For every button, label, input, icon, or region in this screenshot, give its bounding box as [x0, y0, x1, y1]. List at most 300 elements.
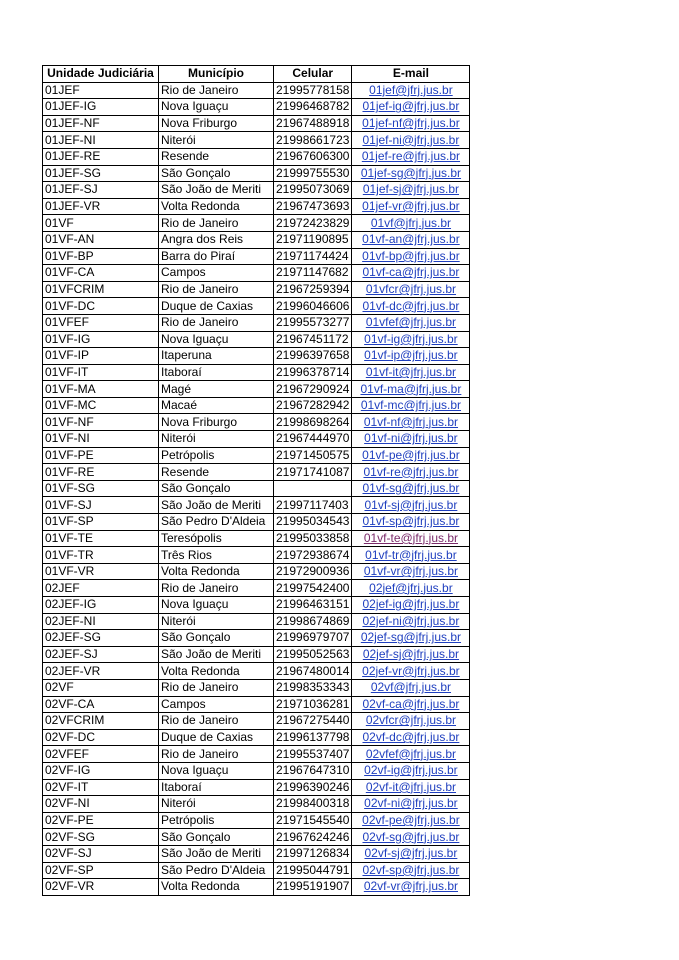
cell-celular: 21967480014	[274, 663, 352, 680]
cell-unidade: 01JEF-RE	[43, 148, 159, 165]
cell-municipio: Duque de Caxias	[159, 729, 274, 746]
email-link[interactable]: 01vf-vr@jfrj.jus.br	[363, 564, 459, 579]
table-row	[43, 464, 470, 481]
cell-celular: 21967444970	[274, 431, 352, 448]
cell-municipio: Rio de Janeiro	[159, 580, 274, 597]
cell-municipio: Itaperuna	[159, 348, 274, 365]
email-link[interactable]: 02jef-sg@jfrj.jus.br	[360, 630, 462, 645]
cell-municipio: Nova Iguaçu	[159, 331, 274, 348]
table-row	[43, 265, 470, 282]
email-link[interactable]: 02jef-sj@jfrj.jus.br	[362, 647, 460, 662]
cell-email	[352, 397, 470, 414]
email-link[interactable]: 02vf-it@jfrj.jus.br	[365, 779, 457, 794]
table-row	[43, 480, 470, 497]
cell-email	[352, 862, 470, 879]
table-row	[43, 115, 470, 132]
cell-celular: 21967488918	[274, 115, 352, 132]
email-link[interactable]: 02vf-ni@jfrj.jus.br	[364, 796, 458, 811]
cell-unidade: 02VF-IT	[43, 779, 159, 796]
cell-email	[352, 198, 470, 215]
cell-unidade: 01VF-SP	[43, 514, 159, 531]
cell-email	[352, 646, 470, 663]
cell-municipio: Resende	[159, 464, 274, 481]
cell-email	[352, 431, 470, 448]
email-link[interactable]: 01jef-ig@jfrj.jus.br	[362, 99, 460, 114]
cell-unidade: 01JEF-IG	[43, 99, 159, 116]
cell-email	[352, 314, 470, 331]
email-link[interactable]: 02vf-ig@jfrj.jus.br	[364, 763, 458, 778]
cell-unidade: 02JEF	[43, 580, 159, 597]
cell-email	[352, 796, 470, 813]
cell-municipio: Rio de Janeiro	[159, 679, 274, 696]
cell-municipio: Nova Iguaçu	[159, 597, 274, 614]
cell-municipio: Nova Iguaçu	[159, 762, 274, 779]
cell-municipio: Campos	[159, 696, 274, 713]
cell-email	[352, 99, 470, 116]
table-row	[43, 630, 470, 647]
table-row	[43, 215, 470, 232]
cell-email	[352, 597, 470, 614]
cell-unidade: 01VF-AN	[43, 231, 159, 248]
cell-celular: 21995044791	[274, 862, 352, 879]
cell-municipio: Macaé	[159, 397, 274, 414]
cell-celular: 21971190895	[274, 231, 352, 248]
cell-email	[352, 845, 470, 862]
cell-unidade: 01VF	[43, 215, 159, 232]
cell-unidade: 02VF-SJ	[43, 845, 159, 862]
cell-unidade: 01JEF-NF	[43, 115, 159, 132]
cell-municipio: Niterói	[159, 132, 274, 149]
cell-unidade: 01VF-IG	[43, 331, 159, 348]
cell-celular: 21998400318	[274, 796, 352, 813]
table-row	[43, 762, 470, 779]
table-row	[43, 729, 470, 746]
cell-email	[352, 132, 470, 149]
cell-municipio: São Pedro D'Aldeia	[159, 514, 274, 531]
cell-municipio: São Gonçalo	[159, 829, 274, 846]
table-row	[43, 348, 470, 365]
table-row	[43, 514, 470, 531]
email-link[interactable]: 01vf-ca@jfrj.jus.br	[362, 265, 460, 280]
cell-email	[352, 298, 470, 315]
table-row	[43, 447, 470, 464]
cell-email	[352, 148, 470, 165]
email-link[interactable]: 02jef-vr@jfrj.jus.br	[362, 663, 460, 678]
email-link[interactable]: 01jef-vr@jfrj.jus.br	[362, 199, 460, 214]
email-link[interactable]: 02vf-sg@jfrj.jus.br	[362, 829, 460, 844]
cell-email	[352, 547, 470, 564]
cell-unidade: 01VF-SG	[43, 480, 159, 497]
email-link[interactable]: 02vf-sj@jfrj.jus.br	[364, 846, 458, 861]
cell-unidade: 01VF-TR	[43, 547, 159, 564]
cell-municipio: São João de Meriti	[159, 497, 274, 514]
email-link[interactable]: 01jef-sj@jfrj.jus.br	[362, 182, 460, 197]
cell-municipio: Itaboraí	[159, 779, 274, 796]
cell-unidade: 02VF-PE	[43, 812, 159, 829]
cell-email	[352, 663, 470, 680]
email-link[interactable]: 01jef@jfrj.jus.br	[369, 82, 453, 97]
cell-celular: 21996397658	[274, 348, 352, 365]
email-link[interactable]: 01vf-an@jfrj.jus.br	[362, 232, 460, 247]
cell-celular: 21995537407	[274, 746, 352, 763]
cell-municipio: Nova Iguaçu	[159, 99, 274, 116]
cell-municipio: Rio de Janeiro	[159, 82, 274, 99]
cell-email	[352, 231, 470, 248]
cell-celular: 21971450575	[274, 447, 352, 464]
table-row	[43, 845, 470, 862]
cell-celular: 21995034543	[274, 514, 352, 531]
cell-celular: 21996137798	[274, 729, 352, 746]
cell-municipio: Nova Friburgo	[159, 414, 274, 431]
cell-celular: 21972938674	[274, 547, 352, 564]
table-row	[43, 696, 470, 713]
email-link[interactable]: 02vfcr@jfrj.jus.br	[365, 713, 457, 728]
cell-celular	[274, 480, 352, 497]
table-row	[43, 99, 470, 116]
table-header-row	[43, 66, 470, 83]
email-link[interactable]: 01vf-dc@jfrj.jus.br	[362, 298, 460, 313]
cell-celular: 21967259394	[274, 281, 352, 298]
cell-unidade: 01VF-CA	[43, 265, 159, 282]
table-row	[43, 713, 470, 730]
cell-celular: 21995052563	[274, 646, 352, 663]
cell-email	[352, 248, 470, 265]
cell-unidade: 01VF-PE	[43, 447, 159, 464]
table-row	[43, 862, 470, 879]
cell-celular: 21998661723	[274, 132, 352, 149]
cell-municipio: Três Rios	[159, 547, 274, 564]
cell-celular: 21995573277	[274, 314, 352, 331]
cell-municipio: Itaboraí	[159, 364, 274, 381]
cell-celular: 21971741087	[274, 464, 352, 481]
table-row	[43, 580, 470, 597]
table-row	[43, 646, 470, 663]
table-row	[43, 829, 470, 846]
cell-email	[352, 530, 470, 547]
cell-unidade: 02VF-NI	[43, 796, 159, 813]
table-row	[43, 812, 470, 829]
cell-unidade: 01VF-RE	[43, 464, 159, 481]
table-row	[43, 148, 470, 165]
email-link[interactable]: 02jef-ni@jfrj.jus.br	[362, 613, 460, 628]
cell-email	[352, 480, 470, 497]
cell-email	[352, 679, 470, 696]
table-row	[43, 547, 470, 564]
cell-municipio: São Gonçalo	[159, 480, 274, 497]
cell-municipio: Petrópolis	[159, 812, 274, 829]
cell-unidade: 02VF-CA	[43, 696, 159, 713]
cell-municipio: Rio de Janeiro	[159, 314, 274, 331]
email-link[interactable]: 02jef-ig@jfrj.jus.br	[362, 597, 460, 612]
email-link[interactable]: 01vf-re@jfrj.jus.br	[363, 464, 459, 479]
cell-email	[352, 265, 470, 282]
table-row	[43, 397, 470, 414]
table-row	[43, 381, 470, 398]
cell-celular: 21999755530	[274, 165, 352, 182]
table-row	[43, 364, 470, 381]
cell-unidade: 01VF-MA	[43, 381, 159, 398]
email-link[interactable]: 01vf-ma@jfrj.jus.br	[360, 381, 462, 396]
cell-celular: 21967282942	[274, 397, 352, 414]
cell-unidade: 02VF-IG	[43, 762, 159, 779]
cell-email	[352, 115, 470, 132]
cell-municipio: São João de Meriti	[159, 646, 274, 663]
table-row	[43, 663, 470, 680]
cell-unidade: 01VF-VR	[43, 563, 159, 580]
table-row	[43, 530, 470, 547]
cell-celular: 21997126834	[274, 845, 352, 862]
table-row	[43, 679, 470, 696]
cell-municipio: São João de Meriti	[159, 845, 274, 862]
cell-email	[352, 464, 470, 481]
cell-unidade: 02VFCRIM	[43, 713, 159, 730]
cell-email	[352, 331, 470, 348]
table-row	[43, 182, 470, 199]
cell-email	[352, 381, 470, 398]
cell-celular: 21996390246	[274, 779, 352, 796]
email-link[interactable]: 02vf-pe@jfrj.jus.br	[362, 813, 460, 828]
cell-email	[352, 414, 470, 431]
cell-unidade: 02JEF-IG	[43, 597, 159, 614]
cell-unidade: 01JEF	[43, 82, 159, 99]
cell-email	[352, 563, 470, 580]
email-link[interactable]: 01vf-te@jfrj.jus.br	[363, 530, 459, 545]
cell-email	[352, 630, 470, 647]
cell-email	[352, 696, 470, 713]
table-row	[43, 746, 470, 763]
cell-unidade: 02VF	[43, 679, 159, 696]
email-link[interactable]: 01vf-sp@jfrj.jus.br	[362, 514, 460, 529]
cell-email	[352, 165, 470, 182]
cell-email	[352, 812, 470, 829]
table-row	[43, 879, 470, 896]
cell-email	[352, 497, 470, 514]
cell-celular: 21995778158	[274, 82, 352, 99]
cell-unidade: 01JEF-SG	[43, 165, 159, 182]
table-row	[43, 248, 470, 265]
cell-celular: 21967624246	[274, 829, 352, 846]
cell-email	[352, 729, 470, 746]
cell-celular: 21971174424	[274, 248, 352, 265]
cell-unidade: 01JEF-VR	[43, 198, 159, 215]
table-row	[43, 82, 470, 99]
email-link[interactable]: 01vf-ni@jfrj.jus.br	[364, 431, 458, 446]
cell-municipio: São Gonçalo	[159, 165, 274, 182]
email-link[interactable]: 02vf-sp@jfrj.jus.br	[362, 862, 460, 877]
cell-celular: 21996979707	[274, 630, 352, 647]
cell-celular: 21996468782	[274, 99, 352, 116]
cell-email	[352, 613, 470, 630]
cell-email	[352, 829, 470, 846]
cell-email	[352, 447, 470, 464]
header-unidade: Unidade Judiciária	[43, 66, 159, 83]
cell-celular: 21996463151	[274, 597, 352, 614]
table-row	[43, 298, 470, 315]
cell-municipio: Resende	[159, 148, 274, 165]
cell-email	[352, 514, 470, 531]
cell-unidade: 01VF-SJ	[43, 497, 159, 514]
cell-celular: 21967290924	[274, 381, 352, 398]
cell-municipio: Niterói	[159, 431, 274, 448]
table-row	[43, 165, 470, 182]
table-row	[43, 613, 470, 630]
email-link[interactable]: 02vf-ca@jfrj.jus.br	[362, 696, 460, 711]
cell-celular: 21971545540	[274, 812, 352, 829]
cell-email	[352, 713, 470, 730]
cell-municipio: São Gonçalo	[159, 630, 274, 647]
table-row	[43, 414, 470, 431]
header-municipio: Município	[159, 66, 274, 83]
email-link[interactable]: 01vf-mc@jfrj.jus.br	[360, 398, 462, 413]
table-row	[43, 281, 470, 298]
cell-celular: 21995191907	[274, 879, 352, 896]
cell-unidade: 02VF-SP	[43, 862, 159, 879]
table-row	[43, 331, 470, 348]
cell-celular: 21998674869	[274, 613, 352, 630]
cell-municipio: Volta Redonda	[159, 663, 274, 680]
email-link[interactable]: 01vf-tr@jfrj.jus.br	[365, 547, 457, 562]
cell-unidade: 01JEF-NI	[43, 132, 159, 149]
cell-celular: 21967606300	[274, 148, 352, 165]
cell-unidade: 02VFEF	[43, 746, 159, 763]
email-link[interactable]: 01vf-it@jfrj.jus.br	[365, 364, 457, 379]
cell-celular: 21967647310	[274, 762, 352, 779]
cell-municipio: Niterói	[159, 796, 274, 813]
cell-unidade: 02JEF-SG	[43, 630, 159, 647]
email-link[interactable]: 01vfef@jfrj.jus.br	[365, 315, 457, 330]
email-link[interactable]: 01vf-sj@jfrj.jus.br	[364, 497, 458, 512]
cell-email	[352, 762, 470, 779]
cell-celular: 21971147682	[274, 265, 352, 282]
email-link[interactable]: 01vf-pe@jfrj.jus.br	[362, 447, 460, 462]
table-row	[43, 779, 470, 796]
cell-unidade: 01VFCRIM	[43, 281, 159, 298]
cell-unidade: 02VF-DC	[43, 729, 159, 746]
email-link[interactable]: 01vf-ig@jfrj.jus.br	[364, 331, 458, 346]
cell-municipio: São Pedro D'Aldeia	[159, 862, 274, 879]
cell-email	[352, 82, 470, 99]
cell-email	[352, 879, 470, 896]
cell-celular: 21967275440	[274, 713, 352, 730]
email-link[interactable]: 02vfef@jfrj.jus.br	[365, 746, 457, 761]
cell-celular: 21972900936	[274, 563, 352, 580]
cell-celular: 21998698264	[274, 414, 352, 431]
cell-email	[352, 746, 470, 763]
cell-municipio: Petrópolis	[159, 447, 274, 464]
table-row	[43, 198, 470, 215]
table-row	[43, 231, 470, 248]
cell-celular: 21967451172	[274, 331, 352, 348]
cell-email	[352, 215, 470, 232]
cell-celular: 21998353343	[274, 679, 352, 696]
cell-celular: 21972423829	[274, 215, 352, 232]
table-row	[43, 563, 470, 580]
cell-email	[352, 281, 470, 298]
cell-unidade: 02JEF-VR	[43, 663, 159, 680]
cell-unidade: 02VF-VR	[43, 879, 159, 896]
email-link[interactable]: 01jef-sg@jfrj.jus.br	[360, 165, 462, 180]
cell-municipio: Volta Redonda	[159, 198, 274, 215]
email-link[interactable]: 01vf-sg@jfrj.jus.br	[362, 481, 460, 496]
cell-municipio: Campos	[159, 265, 274, 282]
cell-celular: 21995033858	[274, 530, 352, 547]
cell-celular: 21971036281	[274, 696, 352, 713]
cell-municipio: Volta Redonda	[159, 563, 274, 580]
email-link[interactable]: 01jef-re@jfrj.jus.br	[361, 149, 461, 164]
cell-celular: 21997542400	[274, 580, 352, 597]
cell-unidade: 01VFEF	[43, 314, 159, 331]
email-link[interactable]: 01vf-nf@jfrj.jus.br	[363, 414, 459, 429]
cell-municipio: Magé	[159, 381, 274, 398]
cell-unidade: 01VF-TE	[43, 530, 159, 547]
cell-unidade: 02JEF-SJ	[43, 646, 159, 663]
email-link[interactable]: 01vf-ip@jfrj.jus.br	[364, 348, 458, 363]
email-link[interactable]: 01vf-bp@jfrj.jus.br	[362, 248, 460, 263]
cell-municipio: São João de Meriti	[159, 182, 274, 199]
cell-email	[352, 779, 470, 796]
cell-celular: 21996378714	[274, 364, 352, 381]
cell-unidade: 01VF-DC	[43, 298, 159, 315]
cell-unidade: 01VF-NF	[43, 414, 159, 431]
table-row	[43, 431, 470, 448]
table-row	[43, 314, 470, 331]
cell-municipio: Rio de Janeiro	[159, 281, 274, 298]
cell-email	[352, 580, 470, 597]
cell-celular: 21997117403	[274, 497, 352, 514]
email-link[interactable]: 01vf@jfrj.jus.br	[370, 215, 452, 230]
cell-municipio: Niterói	[159, 613, 274, 630]
cell-unidade: 02JEF-NI	[43, 613, 159, 630]
cell-municipio: Rio de Janeiro	[159, 746, 274, 763]
cell-municipio: Barra do Piraí	[159, 248, 274, 265]
cell-unidade: 01VF-IT	[43, 364, 159, 381]
email-link[interactable]: 02vf-vr@jfrj.jus.br	[363, 879, 459, 894]
cell-unidade: 02VF-SG	[43, 829, 159, 846]
table-row	[43, 796, 470, 813]
cell-municipio: Rio de Janeiro	[159, 215, 274, 232]
table-row	[43, 597, 470, 614]
cell-municipio: Rio de Janeiro	[159, 713, 274, 730]
email-link[interactable]: 01jef-ni@jfrj.jus.br	[362, 132, 460, 147]
table-row	[43, 497, 470, 514]
cell-email	[352, 348, 470, 365]
cell-celular: 21995073069	[274, 182, 352, 199]
contacts-table	[42, 65, 470, 896]
email-link[interactable]: 02vf-dc@jfrj.jus.br	[362, 730, 460, 745]
cell-municipio: Nova Friburgo	[159, 115, 274, 132]
cell-unidade: 01VF-BP	[43, 248, 159, 265]
cell-unidade: 01VF-MC	[43, 397, 159, 414]
cell-unidade: 01VF-NI	[43, 431, 159, 448]
cell-email	[352, 182, 470, 199]
email-link[interactable]: 02vf@jfrj.jus.br	[370, 680, 452, 695]
cell-celular: 21967473693	[274, 198, 352, 215]
header-celular: Celular	[274, 66, 352, 83]
cell-municipio: Volta Redonda	[159, 879, 274, 896]
email-link[interactable]: 02jef@jfrj.jus.br	[369, 580, 453, 595]
header-email: E-mail	[352, 66, 470, 83]
cell-municipio: Duque de Caxias	[159, 298, 274, 315]
cell-unidade: 01VF-IP	[43, 348, 159, 365]
email-link[interactable]: 01vfcr@jfrj.jus.br	[365, 282, 457, 297]
cell-email	[352, 364, 470, 381]
cell-municipio: Angra dos Reis	[159, 231, 274, 248]
email-link[interactable]: 01jef-nf@jfrj.jus.br	[362, 116, 460, 131]
cell-celular: 21996046606	[274, 298, 352, 315]
table-body	[43, 82, 470, 895]
cell-municipio: Teresópolis	[159, 530, 274, 547]
cell-unidade: 01JEF-SJ	[43, 182, 159, 199]
